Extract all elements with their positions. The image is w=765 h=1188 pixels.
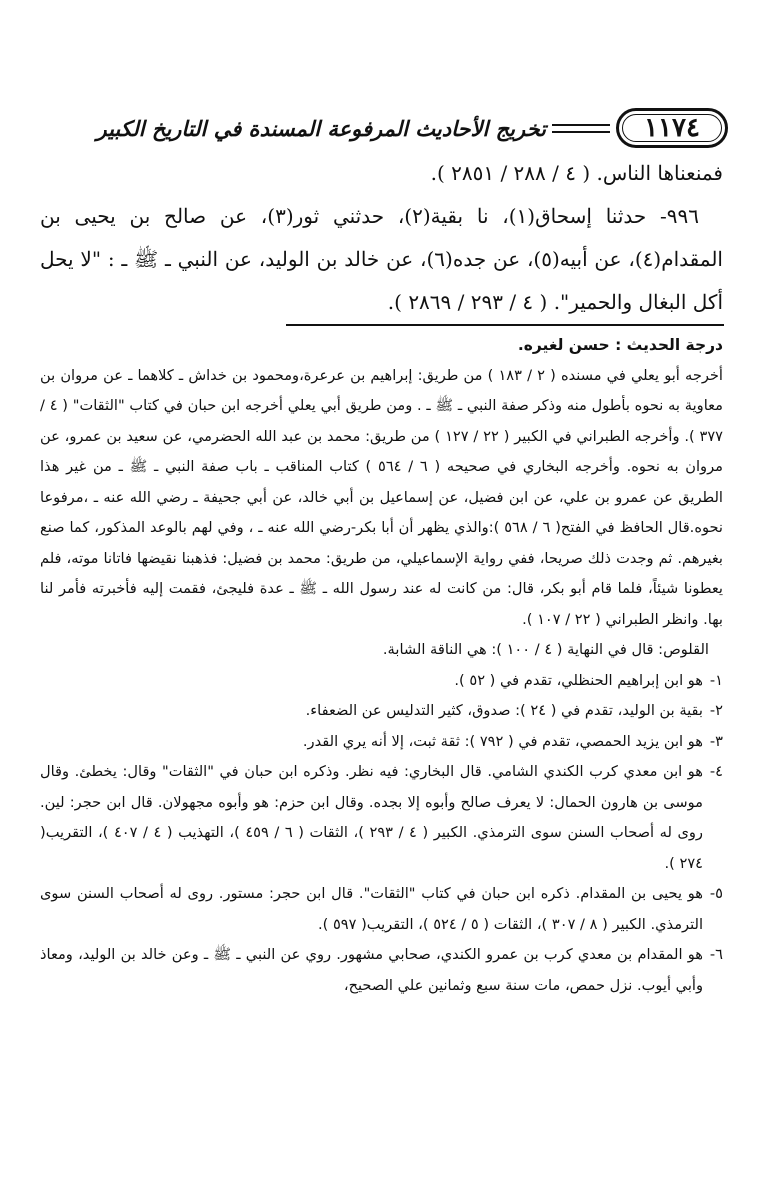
qalous-note: القلوص: قال في النهاية ( ٤ / ١٠٠ ): هي الناقة الشابة.	[382, 641, 709, 658]
footnote-text: هو ابن إبراهيم الحنظلي، تقدم في ( ٥٢ ).	[454, 671, 703, 689]
previous-hadith-end: فمنعناها الناس. ( ٤ / ٢٨٨ / ٢٨٥١ ).	[430, 161, 723, 185]
hadith-text: ٩٩٦- حدثنا إسحاق(١)، نا بقية(٢)، حدثني ثور(٣)، عن صالح بن يحيى بن المقدام(٤)، عن أبيه(٥)، عن جده(٦)، عن خالد بن الوليد، عن النبي ـ ﷺ ـ : "لا يحل أكل البغال والحمير". ( ٤ / ٢٩٣ / ٢٨٦٩ ).	[40, 204, 723, 314]
footnote-item	[40, 879, 723, 940]
footnote-item	[40, 757, 723, 879]
footnote-item	[40, 666, 723, 697]
footnote-divider	[286, 324, 724, 326]
main-text	[40, 152, 723, 324]
footnote-number: ٣-	[709, 732, 723, 750]
footnote-text: هو يحيى بن المقدام. ذكره ابن حبان في كتاب "الثقات". قال ابن حجر: مستور. روى له أصحاب السنن سوى الترمذي. الكبير ( ٨ / ٣٠٧ )، الثقات ( ٥ / ٥٢٤ )، التقريب( ٥٩٧ ).	[40, 885, 703, 933]
footnote-number: ٤-	[709, 763, 723, 780]
footnote-item	[40, 696, 723, 727]
hadith-grade: درجة الحديث : حسن لغيره.	[517, 336, 723, 354]
footnote-number: ٢-	[709, 702, 723, 719]
footnote-item	[40, 727, 723, 758]
page-header	[38, 98, 728, 158]
footnote-text: هو ابن معدي كرب الكندي الشامي. قال البخاري: فيه نظر. وذكره ابن حبان في "الثقات" وقال: يخطئ. وقال موسى بن هارون الحمال: لا يعرف صالح وأبوه إلا بجده. وقال ابن حزم: هو وأبوه مجهولان. قال ابن حجر: لين. روى له أصحاب السنن سوى الترمذي. الكبير ( ٤ / ٢٩٣ )، الثقات ( ٦ / ٤٥٩ )، التهذيب ( ٤ / ٤٠٧ )، التقريب( ٢٧٤ ).	[40, 763, 703, 872]
page-number-badge	[616, 108, 728, 148]
footnote-number: ٥-	[709, 885, 723, 902]
footnote-item	[40, 940, 723, 1001]
footnote-text: هو المقدام بن معدي كرب بن عمرو الكندي، صحابي مشهور. روي عن النبي ـ ﷺ ـ وعن خالد بن الوليد، ومعاذ وأبي أيوب. نزل حمص، مات سنة سبع وثمانين علي الصحيح،	[40, 946, 703, 994]
takhrij-paragraph: أخرجه أبو يعلي في مسنده ( ٢ / ١٨٣ ) من طريق: إبراهيم بن عرعرة،ومحمود بن خداش ـ كلاهما ـ عن مروان بن معاوية به نحوه بأطول منه وذكر صفة النبي ـ ﷺ ـ . ومن طريق أبي يعلي أخرجه ابن حبان في كتاب "الثقات" ( ٤ / ٣٧٧ ). وأخرجه الطبراني في الكبير ( ٢٢ / ١٢٧ ) من طريق: محمد بن عبد الله الحضرمي، عن سعيد بن عمرو، عن مروان به نحوه. وأخرجه البخاري في صحيحه ( ٦ / ٥٦٤ ) كتاب المناقب ـ باب صفة النبي ـ ﷺ ـ من غير هذا الطريق عن عمرو بن علي، عن ابن فضيل، عن إسماعيل بن أبي خالد، عن أبي جحيفة ـ رضي الله عنه ـ ،مرفوعا نحوه.قال الحافظ في الفتح( ٦ / ٥٦٨ ):والذي يظهر أن أبا بكر-رضي الله عنه ـ ، وفي لهم بالوعد المذكور، كما صنع بغيرهم. ثم وجدت ذلك صريحا، ففي رواية الإسماعيلي، من طريق: محمد بن فضيل: فذهبنا نقيضها فاتانا موته، فلم يعطونا شيئاً، فلما قام أبو بكر، قال: من كانت له عند رسول الله ـ ﷺ ـ عدة فليجئ، فقمت إليه فأخبرته فأمر لنا بها. وانظر الطبراني ( ٢٢ / ١٠٧ ).	[40, 366, 723, 628]
footnotes-section	[40, 330, 723, 1001]
running-title: تخريج الأحاديث المرفوعة المسندة في التاريخ الكبير	[96, 115, 546, 141]
footnote-text: بقية بن الوليد، تقدم في ( ٢٤ ): صدوق، كثير التدليس عن الضعفاء.	[305, 702, 703, 719]
footnote-number: ١-	[709, 671, 723, 689]
footnote-text: هو ابن يزيد الحمصي، تقدم في ( ٧٩٢ ): ثقة ثبت، إلا أنه يري القدر.	[302, 732, 703, 750]
footnote-number: ٦-	[709, 946, 723, 963]
header-rule	[552, 124, 610, 133]
page-number: ١١٧٤	[644, 113, 700, 143]
